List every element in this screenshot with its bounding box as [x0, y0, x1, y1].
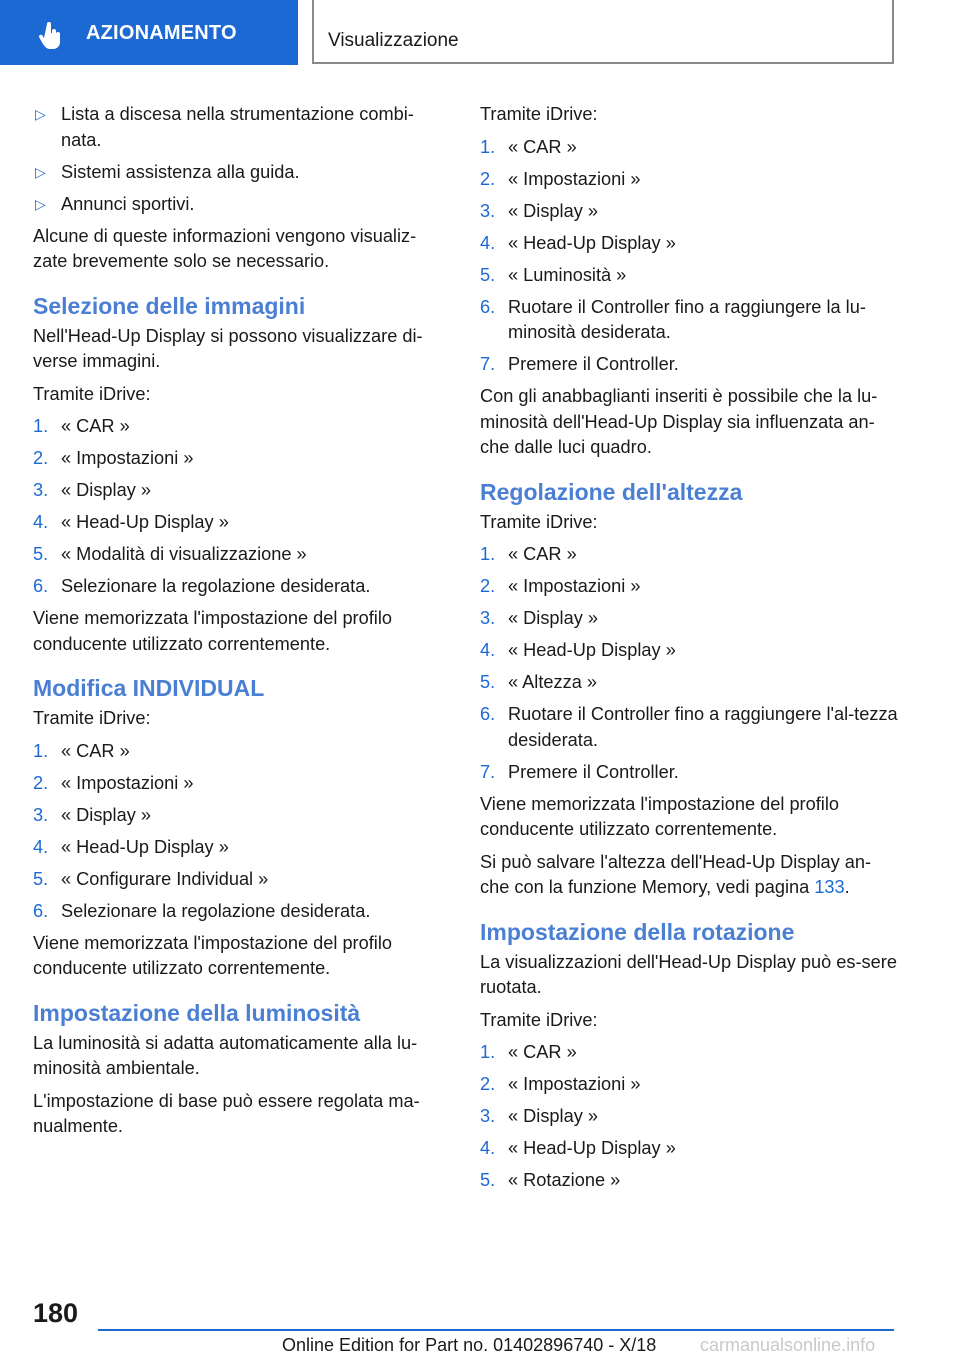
list-item: 4. « Head-Up Display »	[33, 512, 229, 532]
list-item: 1. « CAR »	[480, 136, 577, 157]
section-heading: Modifica INDIVIDUAL	[33, 675, 265, 701]
list-item: ▷ Annunci sportivi.	[33, 192, 443, 218]
list-item: 5. « Configurare Individual »	[33, 868, 269, 889]
section-heading: Impostazione della luminosità	[33, 999, 361, 1026]
list-item: 3. « Display »	[33, 480, 151, 500]
list-item: 1. « CAR »	[480, 1042, 577, 1062]
paragraph: Viene memorizzata l'impostazione del profilo conducente utilizzato correntemente.	[480, 793, 839, 839]
paragraph: Si può salvare l'altezza dell'Head-Up Display an-che con la funzione Memory, vedi pagina 133.	[480, 851, 872, 897]
list-item: 4. « Head-Up Display »	[33, 836, 229, 857]
paragraph: Tramite iDrive:	[480, 104, 598, 124]
list-item: 5. « Altezza »	[480, 672, 597, 692]
list-item: 6. Ruotare il Controller fino a raggiungere la lu-minosità desiderata.	[480, 296, 866, 342]
info-bullet-list	[33, 102, 443, 217]
list-item: 1. « CAR »	[33, 740, 130, 761]
list-item: 7. Premere il Controller.	[480, 354, 679, 374]
paragraph: La visualizzazioni dell'Head-Up Display può es-sere ruotata.	[480, 951, 897, 997]
section-tab	[0, 0, 298, 65]
paragraph: Tramite iDrive:	[480, 1009, 598, 1030]
footer-divider	[98, 1329, 894, 1331]
list-item: 2. « Impostazioni »	[480, 168, 641, 189]
paragraph: Tramite iDrive:	[33, 383, 151, 404]
list-item: 6. Selezionare la regolazione desiderata.	[33, 900, 371, 921]
list-item: 4. « Head-Up Display »	[480, 1138, 676, 1158]
list-item: 2. « Impostazioni »	[480, 1074, 641, 1094]
list-item: 6. Selezionare la regolazione desiderata.	[33, 576, 371, 596]
steps-list	[480, 542, 898, 785]
paragraph: Con gli anabbaglianti inseriti è possibile che la lu-minosità dell'Head-Up Display sia influenzata an-che dalle luci quadro.	[480, 386, 878, 457]
triangle-bullet-icon: ▷	[35, 106, 46, 122]
list-item: 4. « Head-Up Display »	[480, 640, 676, 660]
triangle-bullet-icon: ▷	[35, 163, 46, 180]
list-item: 6. Ruotare il Controller fino a raggiungere l'al-tezza desiderata.	[480, 704, 898, 750]
paragraph: Viene memorizzata l'impostazione del profilo conducente utilizzato correntemente.	[33, 932, 392, 978]
list-item: 1. « CAR »	[33, 416, 130, 436]
paragraph: Alcune di queste informazioni vengono visualiz-zate brevemente solo se necessario.	[33, 225, 417, 271]
list-item: 2. « Impostazioni »	[480, 576, 641, 596]
left-column	[33, 102, 443, 1147]
section-heading: Impostazione della rotazione	[480, 918, 795, 945]
chapter-title: Visualizzazione	[328, 30, 459, 51]
list-item: 4. « Head-Up Display »	[480, 232, 676, 253]
list-item: 5. « Modalità di visualizzazione »	[33, 544, 307, 564]
list-item: 3. « Display »	[480, 608, 598, 628]
steps-list	[33, 739, 443, 925]
list-item: ▷ Lista a discesa nella strumentazione combi-nata.	[35, 104, 414, 150]
list-item: 7. Premere il Controller.	[480, 761, 679, 782]
list-item: 3. « Display »	[480, 1106, 598, 1126]
steps-list	[33, 414, 443, 600]
list-item: 2. « Impostazioni »	[33, 448, 194, 468]
paragraph: Tramite iDrive:	[480, 511, 598, 532]
list-item: 5. « Luminosità »	[480, 264, 627, 285]
paragraph: Nell'Head-Up Display si possono visualizzare di-verse immagini.	[33, 325, 423, 371]
list-item: 5. « Rotazione »	[480, 1170, 621, 1190]
edition-text: Online Edition for Part no. 01402896740 - X/18	[282, 1335, 657, 1355]
page-link[interactable]: 133	[814, 877, 845, 897]
triangle-bullet-icon: ▷	[35, 195, 46, 212]
paragraph: La luminosità si adatta automaticamente alla lu-minosità ambientale.	[33, 1032, 418, 1078]
list-item: 3. « Display »	[480, 200, 598, 221]
page-number: 180	[33, 1298, 79, 1328]
list-item: ▷ Sistemi assistenza alla guida.	[33, 160, 443, 186]
right-column	[480, 102, 898, 1200]
hand-pointer-icon	[38, 22, 64, 50]
section-label: AZIONAMENTO	[86, 22, 237, 44]
watermark: carmanualsonline.info	[700, 1335, 876, 1355]
chapter-header	[312, 0, 894, 64]
list-item: 1. « CAR »	[480, 544, 577, 564]
list-item: 3. « Display »	[33, 804, 151, 825]
steps-list	[480, 135, 898, 378]
list-item: 2. « Impostazioni »	[33, 772, 194, 793]
section-heading: Selezione delle immagini	[33, 292, 306, 319]
paragraph: Viene memorizzata l'impostazione del profilo conducente utilizzato correntemente.	[33, 608, 392, 654]
steps-list	[480, 1040, 898, 1194]
paragraph: L'impostazione di base può essere regolata ma-nualmente.	[33, 1090, 420, 1136]
paragraph: Tramite iDrive:	[33, 708, 151, 728]
section-heading: Regolazione dell'altezza	[480, 478, 743, 505]
